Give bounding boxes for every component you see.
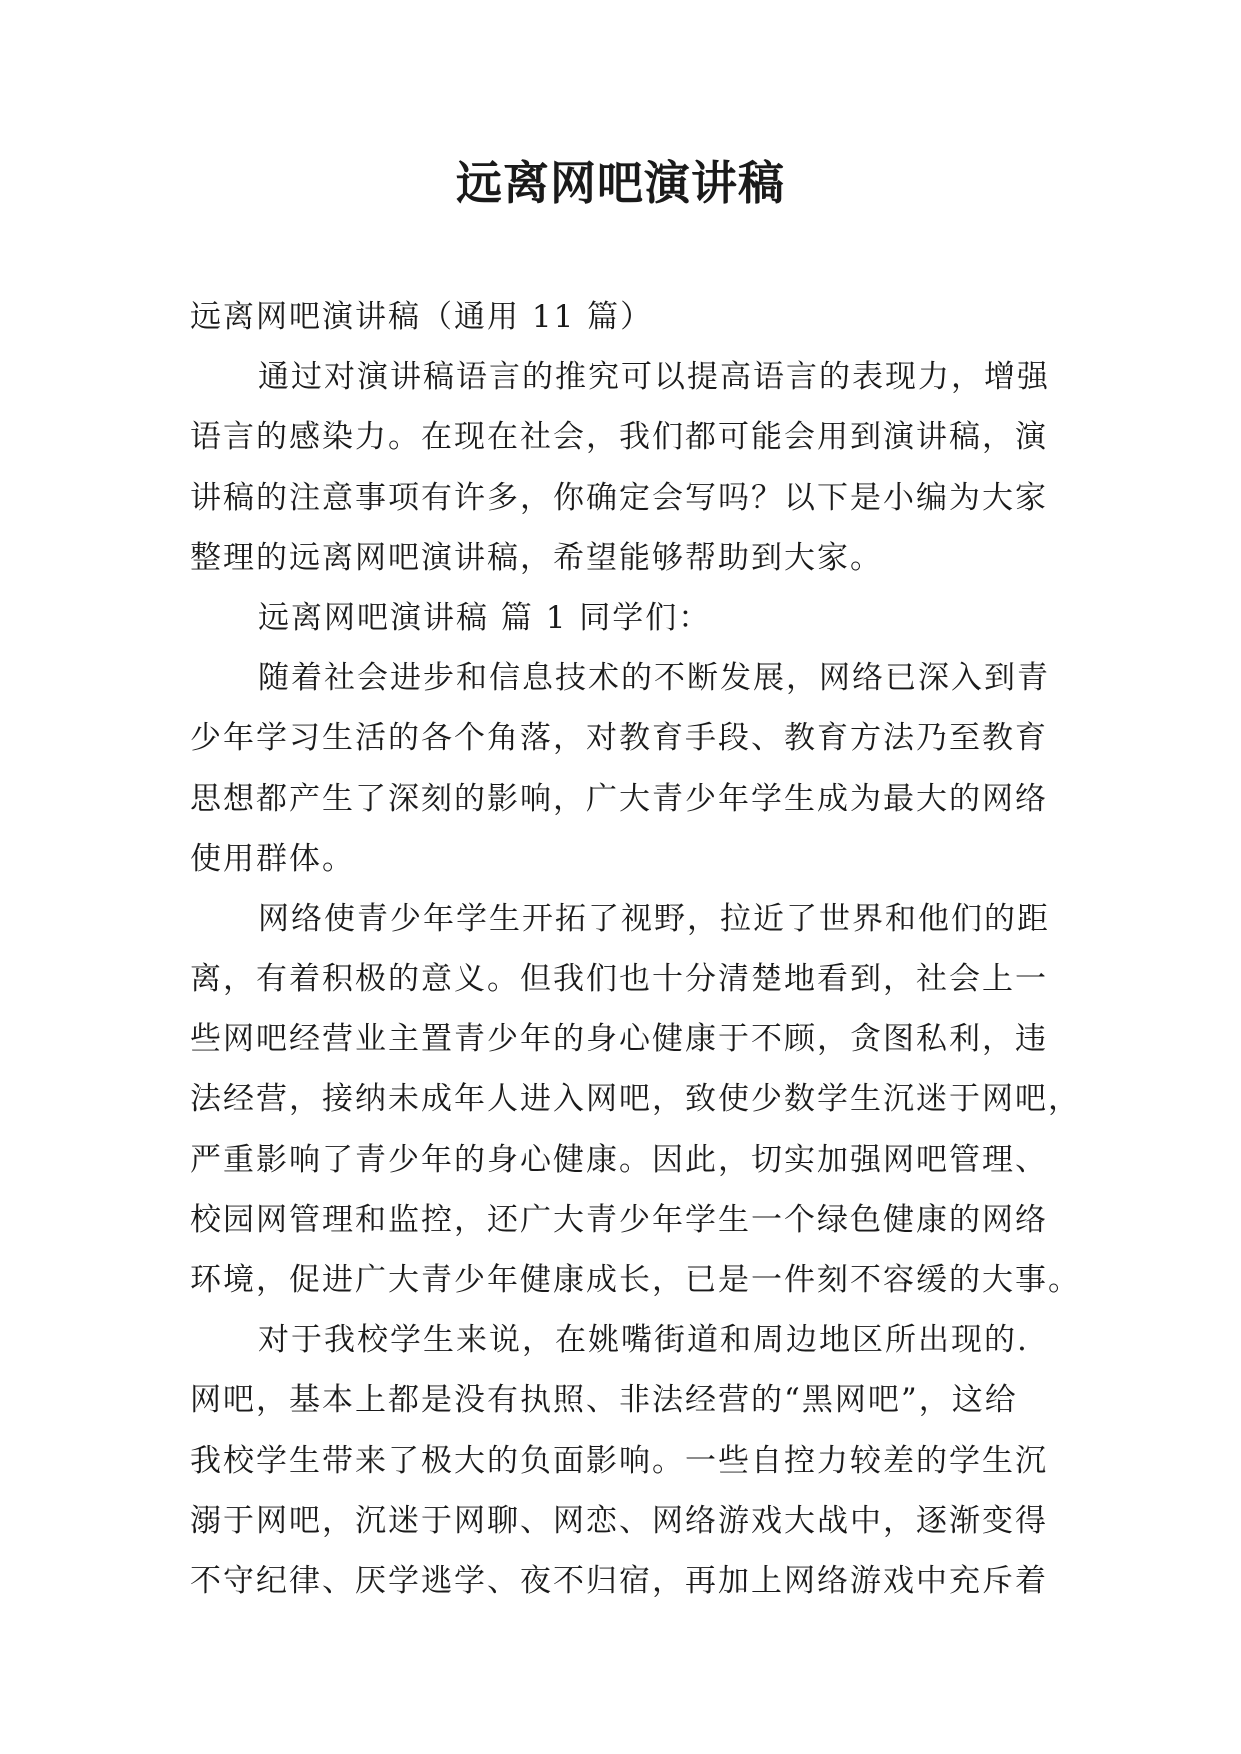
text-line: 网吧，基本上都是没有执照、非法经营的“黑网吧”，这给 — [190, 1382, 1018, 1419]
text-line: 思想都产生了深刻的影响，广大青少年学生成为最大的网络 — [190, 780, 1048, 817]
text-line: 溺于网吧，沉迷于网聊、网恋、网络游戏大战中，逐渐变得 — [190, 1502, 1048, 1539]
text-line: 远离网吧演讲稿 篇 1 同学们： — [258, 599, 712, 636]
text-line: 使用群体。 — [190, 840, 355, 877]
text-line: 语言的感染力。在现在社会，我们都可能会用到演讲稿，演 — [190, 419, 1048, 456]
text-line: 严重影响了青少年的身心健康。因此，切实加强网吧管理、 — [190, 1141, 1048, 1178]
text-line: 不守纪律、厌学逃学、夜不归宿，再加上网络游戏中充斥着 — [190, 1562, 1048, 1599]
text-line: 随着社会进步和信息技术的不断发展，网络已深入到青 — [258, 660, 1050, 697]
document-body — [190, 287, 1081, 1611]
text-line: 离，有着积极的意义。但我们也十分清楚地看到，社会上一 — [190, 961, 1048, 998]
text-line: 些网吧经营业主置青少年的身心健康于不顾，贪图私利，违 — [190, 1021, 1048, 1058]
text-line: 网络使青少年学生开拓了视野，拉近了世界和他们的距 — [258, 900, 1050, 937]
text-line: 对于我校学生来说，在姚嘴街道和周边地区所出现的. — [258, 1322, 1029, 1359]
text-line: 通过对演讲稿语言的推究可以提高语言的表现力，增强 — [258, 359, 1050, 396]
text-line: 环境，促进广大青少年健康成长，已是一件刻不容缓的大事。 — [190, 1262, 1081, 1298]
text-line: 讲稿的注意事项有许多，你确定会写吗？以下是小编为大家 — [190, 479, 1048, 516]
text-line: 校园网管理和监控，还广大青少年学生一个绿色健康的网络 — [190, 1201, 1048, 1238]
text-line: 法经营，接纳未成年人进入网吧，致使少数学生沉迷于网吧， — [190, 1081, 1081, 1118]
text-line: 我校学生带来了极大的负面影响。一些自控力较差的学生沉 — [190, 1442, 1048, 1479]
text-line: 整理的远离网吧演讲稿，希望能够帮助到大家。 — [190, 539, 883, 576]
text-line: 少年学习生活的各个角落，对教育手段、教育方法乃至教育 — [190, 720, 1048, 757]
text-line: 远离网吧演讲稿（通用 11 篇） — [190, 299, 654, 335]
document-title: 远离网吧演讲稿 — [456, 156, 785, 210]
